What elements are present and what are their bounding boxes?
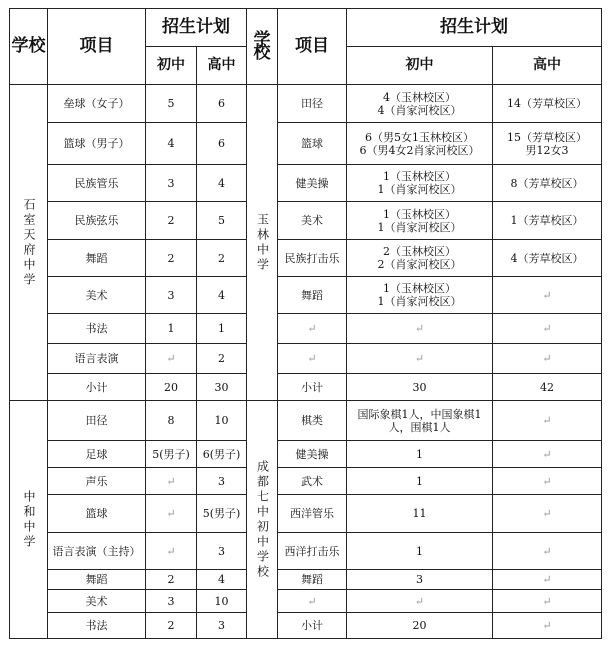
senior-cell: 4（芳草校区） (493, 240, 602, 277)
empty-cell: ↵ (146, 533, 197, 570)
empty-cell: ↵ (493, 613, 602, 639)
item-cell: 舞蹈 (48, 570, 146, 590)
table-row (10, 468, 602, 495)
enrollment-plan-table (9, 8, 602, 639)
senior-cell: 2 (197, 344, 247, 374)
junior-cell: 3 (146, 277, 197, 314)
item-cell: 民族管乐 (48, 165, 146, 202)
header-plan-left: 招生计划 (146, 9, 247, 47)
table-row (10, 344, 602, 374)
empty-cell: ↵ (493, 570, 602, 590)
senior-cell: 42 (493, 374, 602, 401)
item-cell: 舞蹈 (48, 240, 146, 277)
junior-cell: 3 (146, 590, 197, 613)
junior-cell: 2（玉林校区） 2（肖家河校区） (347, 240, 493, 277)
junior-cell: 5 (146, 85, 197, 123)
item-cell: 书法 (48, 314, 146, 344)
senior-cell: 4 (197, 165, 247, 202)
junior-cell: 11 (347, 495, 493, 533)
senior-cell: 8（芳草校区） (493, 165, 602, 202)
table-row (10, 165, 602, 202)
junior-cell: 20 (146, 374, 197, 401)
table-row (10, 202, 602, 240)
junior-cell: 4 (146, 123, 197, 165)
item-cell: 足球 (48, 441, 146, 468)
header-junior-right: 初中 (347, 47, 493, 85)
empty-cell: ↵ (278, 314, 347, 344)
empty-cell: ↵ (493, 401, 602, 441)
junior-cell: 2 (146, 570, 197, 590)
empty-cell: ↵ (347, 314, 493, 344)
item-cell: 篮球（男子） (48, 123, 146, 165)
junior-cell: 3 (347, 570, 493, 590)
senior-cell: 3 (197, 613, 247, 639)
table-row (10, 314, 602, 344)
header-senior-left: 高中 (197, 47, 247, 85)
junior-cell: 1 (347, 468, 493, 495)
item-cell: 西洋打击乐 (278, 533, 347, 570)
empty-cell: ↵ (278, 590, 347, 613)
table-row (10, 123, 602, 165)
empty-cell: ↵ (493, 441, 602, 468)
item-cell: 健美操 (278, 165, 347, 202)
item-cell: 武术 (278, 468, 347, 495)
junior-cell: 3 (146, 165, 197, 202)
senior-cell: 3 (197, 533, 247, 570)
junior-cell: 1（玉林校区） 1（肖家河校区） (347, 277, 493, 314)
school-shishi: 石室天府中学 (10, 85, 48, 401)
table-row (10, 495, 602, 533)
empty-cell: ↵ (347, 344, 493, 374)
junior-cell: 5(男子) (146, 441, 197, 468)
senior-cell: 14（芳草校区） (493, 85, 602, 123)
item-cell: 篮球 (278, 123, 347, 165)
junior-cell: 4（玉林校区） 4（肖家河校区） (347, 85, 493, 123)
junior-cell: 1（玉林校区） 1（肖家河校区） (347, 165, 493, 202)
item-cell: 民族弦乐 (48, 202, 146, 240)
item-cell: 小计 (278, 613, 347, 639)
school-zhonghe: 中和中学 (10, 401, 48, 639)
table-row (10, 85, 602, 123)
item-cell: 美术 (48, 277, 146, 314)
school-yulin: 玉林中学 (247, 85, 278, 401)
header-junior-left: 初中 (146, 47, 197, 85)
junior-cell: 1 (146, 314, 197, 344)
senior-cell: 1 (197, 314, 247, 344)
header-senior-right: 高中 (493, 47, 602, 85)
empty-cell: ↵ (493, 314, 602, 344)
item-cell: 小计 (278, 374, 347, 401)
item-cell: 棋类 (278, 401, 347, 441)
empty-cell: ↵ (493, 495, 602, 533)
empty-cell: ↵ (493, 533, 602, 570)
senior-cell: 10 (197, 590, 247, 613)
junior-cell: 1 (347, 533, 493, 570)
empty-cell: ↵ (347, 590, 493, 613)
junior-cell: 1 (347, 441, 493, 468)
junior-cell: 1（玉林校区） 1（肖家河校区） (347, 202, 493, 240)
header-plan-right: 招生计划 (347, 9, 602, 47)
senior-cell: 6 (197, 85, 247, 123)
empty-cell: ↵ (493, 590, 602, 613)
item-cell: 书法 (48, 613, 146, 639)
empty-cell: ↵ (493, 344, 602, 374)
item-cell: 西洋管乐 (278, 495, 347, 533)
header-row-1 (10, 9, 602, 47)
senior-cell: 15（芳草校区） 男12女3 (493, 123, 602, 165)
empty-cell: ↵ (146, 344, 197, 374)
item-cell: 田径 (278, 85, 347, 123)
item-cell: 声乐 (48, 468, 146, 495)
empty-cell: ↵ (493, 468, 602, 495)
senior-cell: 30 (197, 374, 247, 401)
senior-cell: 10 (197, 401, 247, 441)
junior-cell: 2 (146, 202, 197, 240)
header-school-right: 学校 (247, 9, 278, 85)
item-cell: 篮球 (48, 495, 146, 533)
header-project-left: 项目 (48, 9, 146, 85)
item-cell: 语言表演（主持） (48, 533, 146, 570)
item-cell: 田径 (48, 401, 146, 441)
junior-cell: 30 (347, 374, 493, 401)
junior-cell: 20 (347, 613, 493, 639)
senior-cell: 6(男子) (197, 441, 247, 468)
senior-cell: 3 (197, 468, 247, 495)
table-row (10, 277, 602, 314)
item-cell: 语言表演 (48, 344, 146, 374)
junior-cell: 国际象棋1人，中国象棋1人，围棋1人 (347, 401, 493, 441)
senior-cell: 4 (197, 277, 247, 314)
empty-cell: ↵ (493, 277, 602, 314)
table-row (10, 401, 602, 441)
item-cell: 健美操 (278, 441, 347, 468)
senior-cell: 2 (197, 240, 247, 277)
senior-cell: 5(男子) (197, 495, 247, 533)
senior-cell: 5 (197, 202, 247, 240)
table-row (10, 533, 602, 570)
senior-cell: 6 (197, 123, 247, 165)
senior-cell: 4 (197, 570, 247, 590)
school-qizhong: 成都七中初中学校 (247, 401, 278, 639)
table-row (10, 570, 602, 590)
item-cell: 美术 (48, 590, 146, 613)
empty-cell: ↵ (278, 344, 347, 374)
junior-cell: 8 (146, 401, 197, 441)
empty-cell: ↵ (146, 468, 197, 495)
header-school-left: 学校 (10, 9, 48, 85)
header-project-right: 项目 (278, 9, 347, 85)
empty-cell: ↵ (146, 495, 197, 533)
junior-cell: 2 (146, 613, 197, 639)
item-cell: 小计 (48, 374, 146, 401)
item-cell: 舞蹈 (278, 277, 347, 314)
junior-cell: 6（男5女1玉林校区） 6（男4女2肖家河校区） (347, 123, 493, 165)
item-cell: 垒球（女子） (48, 85, 146, 123)
subtotal-row (10, 374, 602, 401)
item-cell: 民族打击乐 (278, 240, 347, 277)
table-row (10, 590, 602, 613)
item-cell: 美术 (278, 202, 347, 240)
table-row (10, 441, 602, 468)
senior-cell: 1（芳草校区） (493, 202, 602, 240)
junior-cell: 2 (146, 240, 197, 277)
table-row (10, 240, 602, 277)
subtotal-row (10, 613, 602, 639)
item-cell: 舞蹈 (278, 570, 347, 590)
